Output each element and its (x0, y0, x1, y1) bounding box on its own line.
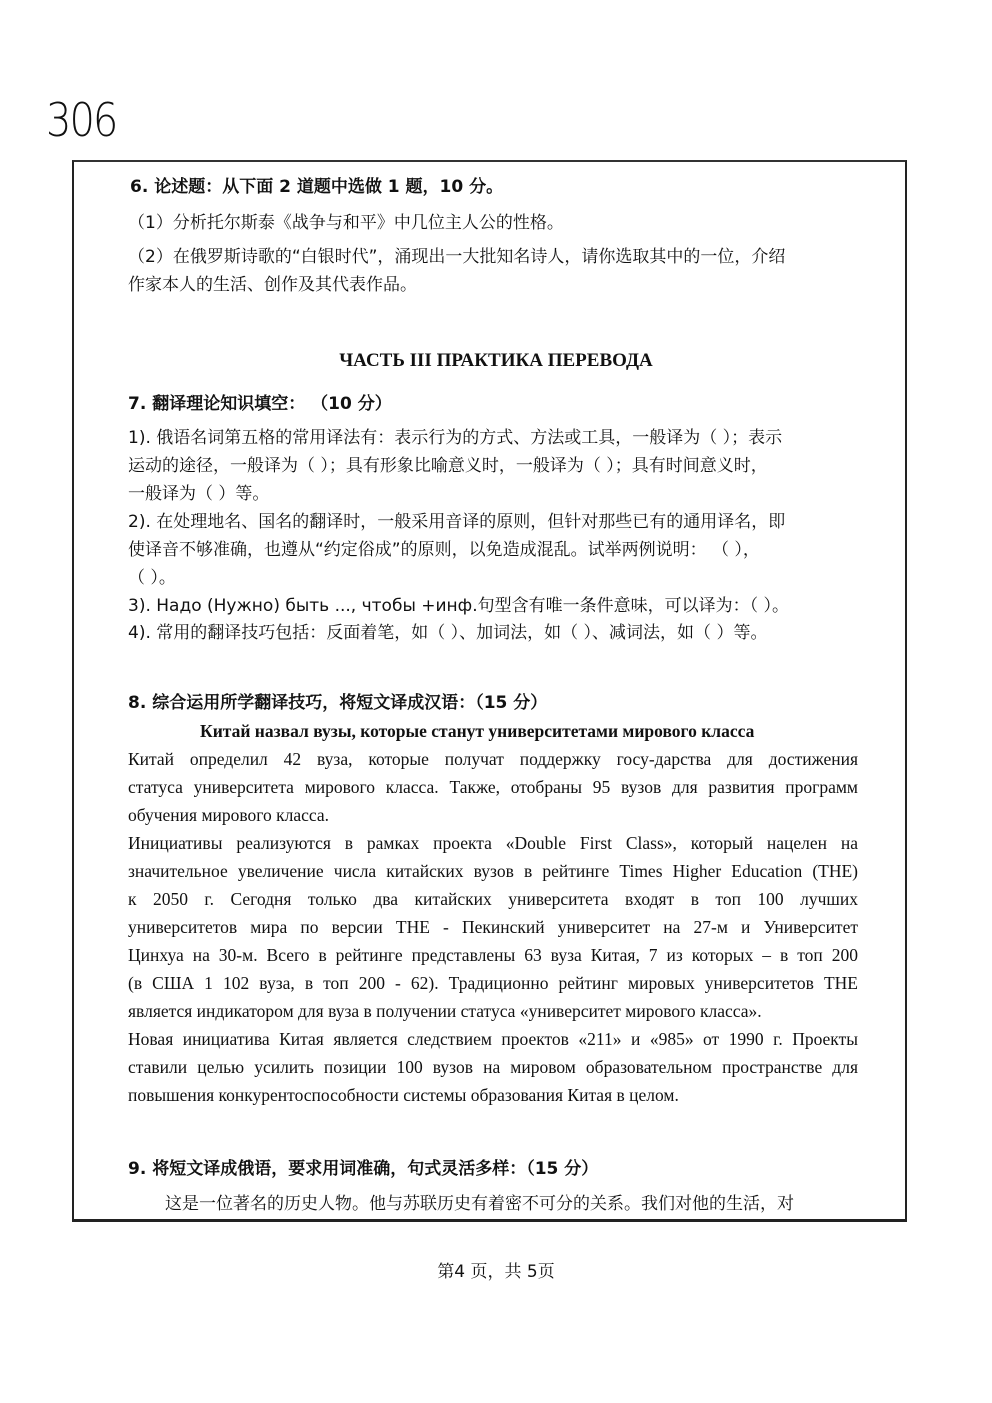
q6-item-2-line-1: （2）在俄罗斯诗歌的“白银时代”，涌现出一大批知名诗人，请你选取其中的一位，介绍 (128, 247, 786, 267)
q9-text-line-1: 这是一位著名的历史人物。他与苏联历史有着密不可分的关系。我们对他的生活，对 (165, 1194, 794, 1214)
q7-p1-line-1: 1). 俄语名词第五格的常用译法有：表示行为的方式、方法或工具，一般译为（ ）；表示 (128, 428, 783, 448)
q8-text-line: повышения конкурентоспособности системы образования Китая в целом. (128, 1085, 679, 1105)
q7-p1-line-2: 运动的途径，一般译为（ ）；具有形象比喻意义时，一般译为（ ）；具有时间意义时， (128, 456, 768, 476)
q8-text-line: Китай определил 42 вуза, которые получат поддержку госу-дарства для достижения (128, 749, 858, 769)
q8-text-line: университетов мира по версии THE - Пекинский университет на 27-м и Университет (128, 917, 858, 937)
q8-text-line: является индикатором для вуза в получении статуса «университет мирового класса». (128, 1001, 762, 1021)
q8-text-line: Инициативы реализуются в рамках проекта «Double First Class», который нацелен на (128, 833, 858, 853)
q8-text-line: статуса университета мирового класса. Также, отобраны 95 вузов для развития программ (128, 777, 858, 797)
handwritten-page-mark: 306 (46, 94, 117, 148)
q7-p2-line-3: （ ）。 (128, 568, 176, 588)
q7-p3: 3). Надо (Нужно) быть ..., чтобы +инф.句型含有唯一条件意味，可以译为：（ ）。 (128, 596, 790, 616)
q7-p1-line-3: 一般译为（ ）等。 (128, 484, 270, 504)
q7-p2-line-2: 使译音不够准确，也遵从“约定俗成”的原则，以免造成混乱。试举两例说明： （ ）， (128, 540, 760, 560)
q8-text-line: ставили целью усилить позиции 100 вузов на мировом образовательном пространстве для (128, 1057, 858, 1077)
q7-p4: 4). 常用的翻译技巧包括：反面着笔，如（ ）、加词法，如（ ）、减词法，如（ ）等。 (128, 623, 768, 643)
page-number-footer: 第4 页，共 5页 (437, 1262, 555, 1282)
q6-item-1: （1）分析托尔斯泰《战争与和平》中几位主人公的性格。 (128, 213, 564, 233)
part3-heading: ЧАСТЬ III ПРАКТИКА ПЕРЕВОДА (339, 350, 653, 371)
q6-title: 6. 论述题：从下面 2 道题中选做 1 题，10 分。 (130, 177, 504, 197)
q8-text-line: (в США 1 102 вуза, в топ 200 - 62). Традиционно рейтинг мировых университетов THE (128, 973, 858, 993)
q7-title: 7. 翻译理论知识填空： （10 分） (128, 394, 392, 414)
q7-p2-line-1: 2). 在处理地名、国名的翻译时，一般采用音译的原则，但针对那些已有的通用译名，即 (128, 512, 786, 532)
q8-text-line: обучения мирового класса. (128, 805, 330, 825)
q8-text-line: Новая инициатива Китая является следствием проектов «211» и «985» от 1990 г. Проекты (128, 1029, 858, 1049)
q6-item-2-line-2: 作家本人的生活、创作及其代表作品。 (128, 275, 417, 295)
q8-text-title: Китай назвал вузы, которые станут университетами мирового класса (200, 721, 755, 741)
q8-title: 8. 综合运用所学翻译技巧，将短文译成汉语：（15 分） (128, 693, 548, 713)
q8-text-line: значительное увеличение числа китайских вузов в рейтинге Times Higher Education (THE) (128, 861, 858, 881)
q8-text-line: к 2050 г. Сегодня только два китайских университета входят в топ 100 лучших (128, 889, 858, 909)
q8-text-line: Цинхуа на 30-м. Всего в рейтинге представлены 63 вуза Китая, 7 из которых – в топ 200 (128, 945, 858, 965)
q9-title: 9. 将短文译成俄语，要求用词准确，句式灵活多样：（15 分） (128, 1159, 599, 1179)
